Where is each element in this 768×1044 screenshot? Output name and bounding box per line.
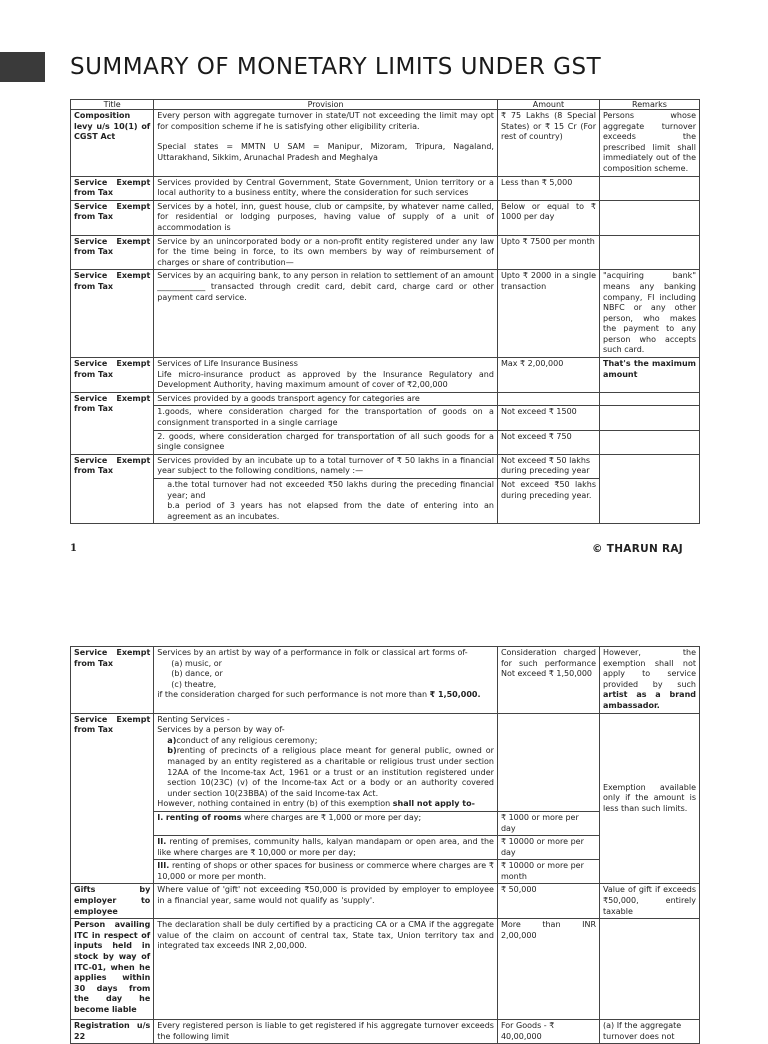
row-remarks: [600, 392, 700, 406]
provision-text-part: if the consideration charged for such performance is not more than: [157, 690, 428, 700]
row-amount: [497, 392, 599, 406]
row-amount: More than INR 2,00,000: [497, 919, 599, 1020]
table-row: [71, 454, 700, 478]
row-remarks: [600, 647, 700, 714]
row-title: Service Exempt from Tax: [71, 392, 154, 454]
table-row: [71, 358, 700, 393]
provision-text: Special states = MMTN U SAM = Manipur, Mizoram, Tripura, Nagaland, Uttarakhand, Sikkim, Arunachal Pradesh and Meghalya: [157, 142, 494, 162]
row-title: Service Exempt from Tax: [71, 713, 154, 884]
provision-item: (c) theatre,: [171, 679, 217, 689]
row-provision: The declaration shall be duly certified by a practicing CA or a CMA if the aggregate value of the claim on account of central tax, State tax, Union territory tax and integrated tax exceeds INR 2,00,000.: [154, 919, 498, 1020]
item-marker: II.: [157, 837, 167, 847]
table-row: [71, 110, 700, 177]
provision-text: Renting Services -: [157, 714, 230, 724]
row-remarks: (a) If the aggregate turnover does not: [600, 1020, 700, 1044]
row-remarks: Persons whose aggregate turnover exceeds the prescribed limit shall immediately out of the composition scheme.: [600, 110, 700, 177]
table-row: [71, 919, 700, 1020]
row-title: Service Exempt from Tax: [71, 176, 154, 200]
row-provision: [154, 647, 498, 714]
monetary-limits-table-continued: [70, 646, 700, 1044]
row-remarks: That's the maximum amount: [600, 358, 700, 393]
table-row: [71, 884, 700, 919]
item-marker: I.: [157, 812, 164, 822]
row-provision: [154, 110, 498, 177]
table-row: [71, 270, 700, 358]
row-title: Composition levy u/s 10(1) of CGST Act: [71, 110, 154, 177]
provision-emphasis: ₹ 1,50,000.: [429, 690, 481, 700]
row-amount: Max ₹ 2,00,000: [497, 358, 599, 393]
table-row: [71, 647, 700, 714]
row-amount: ₹ 75 Lakhs (8 Special States) or ₹ 15 Cr (For rest of country): [497, 110, 599, 177]
provision-item: (a) music, or: [171, 658, 222, 668]
table-subrow: [71, 406, 700, 430]
document-title: SUMMARY OF MONETARY LIMITS UNDER GST: [70, 54, 602, 80]
row-title: Service Exempt from Tax: [71, 358, 154, 393]
row-title: Service Exempt from Tax: [71, 454, 154, 524]
row-title: Registration u/s 22: [71, 1020, 154, 1044]
item-text: renting of premises, community halls, kalyan mandapam or open area, and the like where charges are ₹ 10,000 or more per day;: [157, 837, 494, 857]
row-title: Service Exempt from Tax: [71, 200, 154, 235]
remarks-text: However, the exemption shall not apply to service provided by such: [603, 648, 696, 689]
row-remarks: [600, 200, 700, 235]
provision-item: [157, 746, 494, 799]
row-remarks: Exemption available only if the amount is less than such limits.: [600, 713, 700, 884]
table-subrow: [71, 430, 700, 454]
table-row: [71, 200, 700, 235]
row-provision: [154, 479, 498, 524]
row-amount: ₹ 10000 or more per day: [497, 836, 599, 860]
page-number: 1: [70, 543, 77, 554]
provision-text: Every person with aggregate turnover in state/UT not exceeding the limit may opt for composition scheme if he is satisfying other eligibility criteria.: [157, 111, 494, 131]
row-remarks: [600, 235, 700, 270]
item-text: conduct of any religious ceremony;: [176, 735, 318, 745]
column-header-remarks: Remarks: [600, 100, 700, 110]
row-amount: Not exceed ₹ 750: [497, 430, 599, 454]
row-amount: ₹ 50,000: [497, 884, 599, 919]
row-title: Service Exempt from Tax: [71, 647, 154, 714]
item-text: where charges are ₹ 1,000 or more per day;: [244, 812, 422, 822]
provision-text: Life micro-insurance product as approved by the Insurance Regulatory and Development Authority, having maximum amount of cover of ₹2,00,000: [157, 369, 494, 390]
item-text: renting of shops or other spaces for business or commerce where charges are ₹ 10,000 or more per month.: [157, 861, 494, 881]
provision-emphasis: renting of rooms: [165, 812, 242, 822]
row-remarks: [600, 430, 700, 454]
row-provision: [154, 358, 498, 393]
row-amount: Upto ₹ 2000 in a single transaction: [497, 270, 599, 358]
row-provision: Services provided by Central Government, State Government, Union territory or a local authority to a business entity, where the consideration for such services: [154, 176, 498, 200]
row-provision: [154, 713, 498, 811]
item-text: renting of precincts of a religious place meant for general public, owned or managed by an entity registered as a charitable or religious trust under section 12AA of the Income-tax Act, 1961 or a trust or an institution registered under section 10(23C) (v) of the Income-tax Act or a body or an authority covered under section 10(23BBA) of the said Income-tax Act.: [167, 746, 494, 798]
row-provision: Every registered person is liable to get registered if his aggregate turnover exceeds the following limit: [154, 1020, 498, 1044]
table-row: [71, 176, 700, 200]
row-amount: Upto ₹ 7500 per month: [497, 235, 599, 270]
row-provision: 1.goods, where consideration charged for the transportation of goods on a consignment transported in a single carriage: [154, 406, 498, 430]
table-row: [71, 713, 700, 811]
page-tab-marker: [0, 52, 45, 82]
row-remarks: [600, 454, 700, 524]
row-title: Service Exempt from Tax: [71, 235, 154, 270]
row-remarks: Value of gift if exceeds ₹50,000, entirely taxable: [600, 884, 700, 919]
table-row: [71, 392, 700, 406]
row-amount: ₹ 10000 or more per month: [497, 860, 599, 884]
row-amount: Not exceed ₹50 lakhs during preceding year.: [497, 479, 599, 524]
provision-emphasis: shall not apply to-: [392, 799, 475, 809]
row-remarks: "acquiring bank" means any banking company, FI including NBFC or any other person, who makes the payment to any person who accepts such card.: [600, 270, 700, 358]
row-provision: Services provided by an incubate up to a total turnover of ₹ 50 lakhs in a financial year subject to the following conditions, namely :—: [154, 454, 498, 478]
row-provision: Services by an acquiring bank, to any person in relation to settlement of an amount ____________ transacted through credit card, debit card, charge card or other payment card service.: [154, 270, 498, 358]
item-marker: III.: [157, 861, 170, 871]
provision-item: (b) dance, or: [171, 669, 223, 679]
row-amount: Below or equal to ₹ 1000 per day: [497, 200, 599, 235]
provision-text: Services of Life Insurance Business: [157, 359, 298, 369]
monetary-limits-table: [70, 99, 700, 524]
remarks-emphasis: artist as a brand ambassador.: [603, 690, 696, 710]
provision-item: [157, 736, 494, 747]
row-amount: For Goods - ₹ 40,00,000: [497, 1020, 599, 1044]
provision-text: Services by an artist by way of a performance in folk or classical art forms of-: [157, 648, 468, 657]
author-credit: © THARUN RAJ: [592, 543, 684, 555]
row-title: Service Exempt from Tax: [71, 270, 154, 358]
item-marker: b): [167, 746, 177, 756]
column-header-title: Title: [71, 100, 154, 110]
row-provision: [154, 811, 498, 835]
provision-text: Services by a person by way of-: [157, 725, 285, 735]
table-header-row: [71, 100, 700, 110]
row-title: Person availing ITC in respect of inputs held in stock by way of ITC-01, when he applies within 30 days from the day he become liable: [71, 919, 154, 1020]
provision-text: [157, 799, 494, 810]
column-header-provision: Provision: [154, 100, 498, 110]
provision-condition: b.a period of 3 years has not elapsed from the date of entering into an agreement as an incubates.: [167, 501, 494, 521]
row-remarks: [600, 406, 700, 430]
row-provision: [154, 836, 498, 860]
row-amount: Less than ₹ 5,000: [497, 176, 599, 200]
row-provision: Services by a hotel, inn, guest house, club or campsite, by whatever name called, for residential or lodging purposes, having value of supply of a unit of accommodation is: [154, 200, 498, 235]
row-amount: Not exceed ₹ 50 lakhs during preceding year: [497, 454, 599, 478]
row-amount: ₹ 1000 or more per day: [497, 811, 599, 835]
column-header-amount: Amount: [497, 100, 599, 110]
row-provision: 2. goods, where consideration charged for transportation of all such goods for a single consignee: [154, 430, 498, 454]
table-row: [71, 1020, 700, 1044]
row-remarks: [600, 919, 700, 1020]
row-provision: [154, 860, 498, 884]
table-row: [71, 235, 700, 270]
item-marker: a): [167, 735, 177, 745]
provision-condition: a.the total turnover had not exceeded ₹50 lakhs during the preceding financial year; and: [167, 480, 494, 500]
row-provision: Services provided by a goods transport agency for categories are: [154, 392, 498, 406]
row-amount: Consideration charged for such performance Not exceed ₹ 1,50,000: [497, 647, 599, 714]
row-provision: Where value of 'gift' not exceeding ₹50,000 is provided by employer to employee in a financial year, same would not qualify as 'supply'.: [154, 884, 498, 919]
provision-text-part: However, nothing contained in entry (b) of this exemption: [157, 799, 391, 809]
row-amount: Not exceed ₹ 1500: [497, 406, 599, 430]
row-title: Gifts by employer to employee: [71, 884, 154, 919]
row-amount: [497, 713, 599, 811]
provision-text: [157, 690, 494, 701]
row-remarks: [600, 176, 700, 200]
row-provision: Service by an unincorporated body or a non-profit entity registered under any law for the time being in force, to its own members by way of reimbursement of charges or share of contribution—: [154, 235, 498, 270]
